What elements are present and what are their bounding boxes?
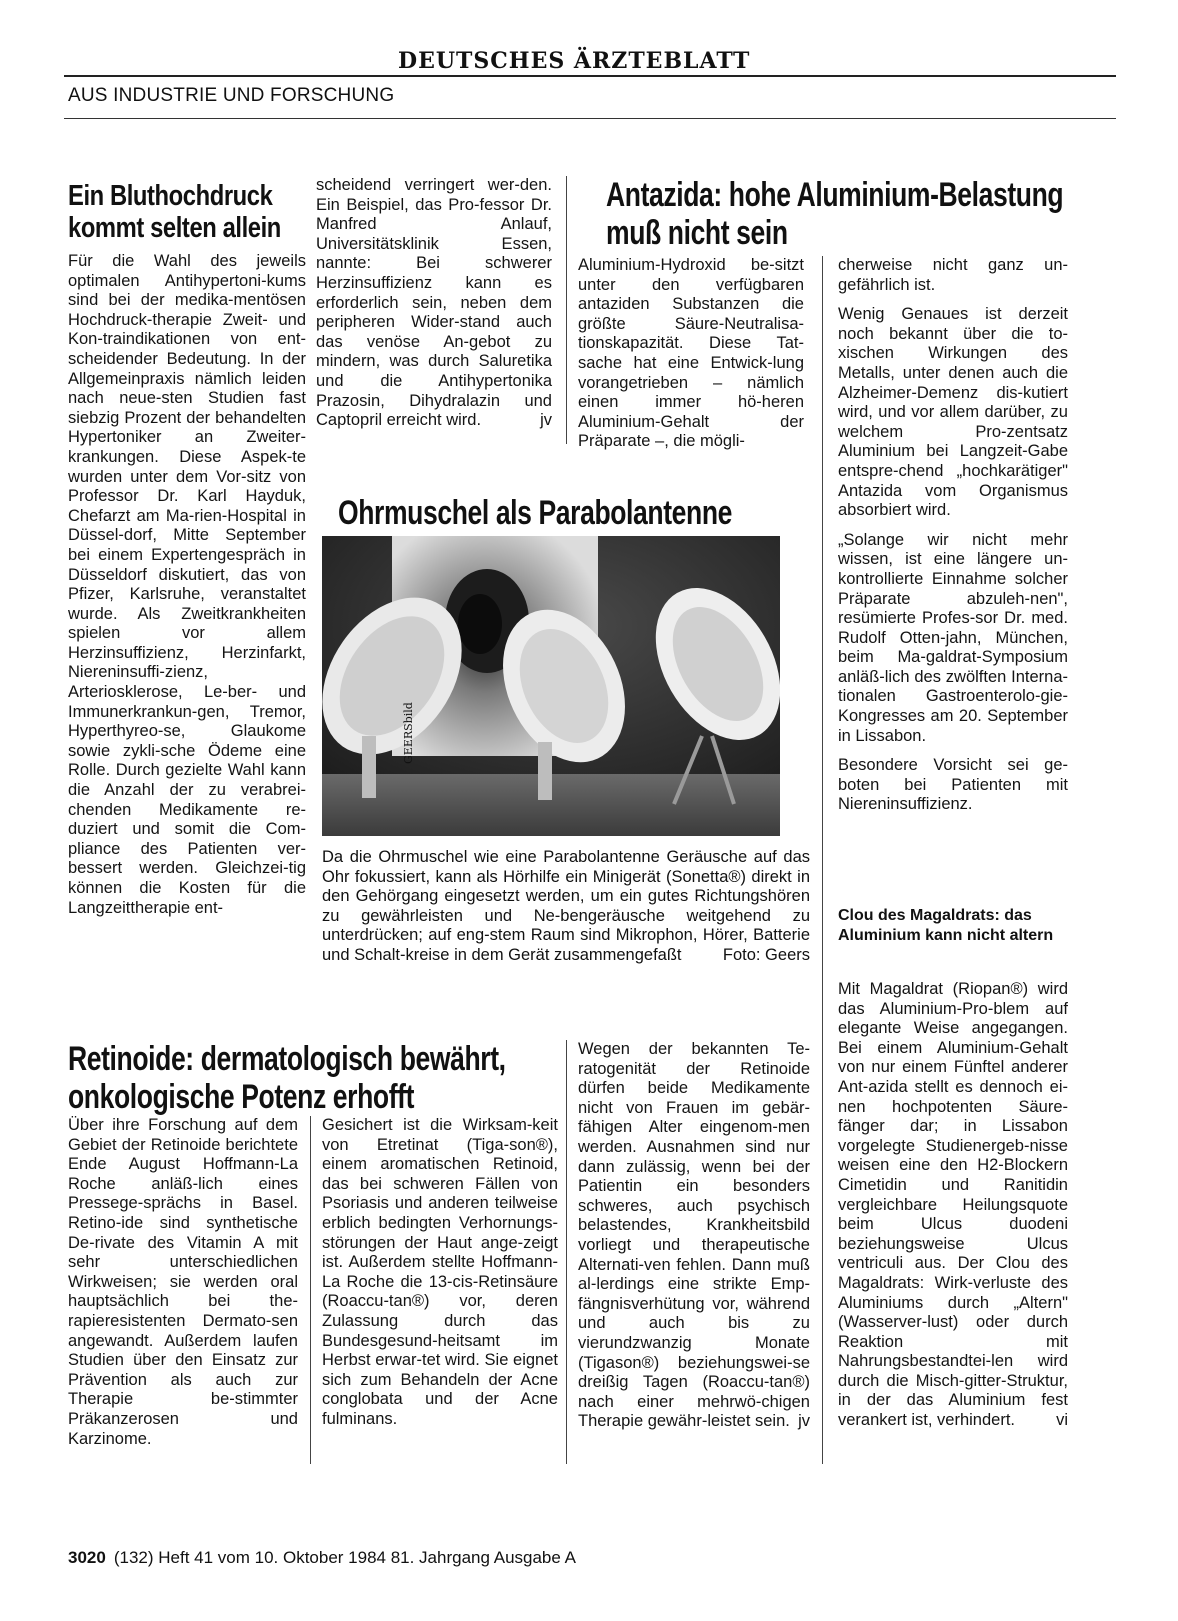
header-rule — [64, 75, 1116, 77]
article2-text-2c: „Solange wir nicht mehr wissen, ist eine längere un-kontrollierte Einnahme solcher Präparate abzuleh-nen", resümierte Profes-sor Dr. med. Rudolf Otten-jahn, München, beim Ma-galdrat-Symposium anläß-lich des zwölften Interna-tionalen Gastroenterolo-gie-Kongresses am 20. September in Lissabon. — [838, 530, 1068, 745]
photo-credit-vertical: GEERSbild — [402, 702, 415, 764]
column-rule — [310, 1116, 311, 1464]
article1-column2 — [316, 176, 552, 431]
article4-column2 — [322, 1116, 558, 1430]
photo-credit: Foto: Geers — [722, 945, 810, 964]
page-number: 3020 — [68, 1548, 106, 1567]
article4-text-2: Gesichert ist die Wirksam-keit von Etretinat (Tiga-son®), einem aromatischen Retinoid, das bei schweren Fällen von Psoriasis und anderen teilweise erblich bedingten Verhornungs-störungen der Haut ange-zeigt ist. Außerdem stellte Hoffmann-La Roche die 13-cis-Retinsäure (Roaccu-tan®) vor, deren Zulassung durch das Bundesgesund-heitsamt im Herbst erwar-tet wird. Sie eignet sich zum Behandeln der Acne conglobata und der Acne fulminans. — [322, 1116, 558, 1428]
article1-headline: Ein Bluthochdruck kommt selten allein — [68, 180, 281, 244]
article2-signature: vi — [1056, 1411, 1068, 1430]
section-title: AUS INDUSTRIE UND FORSCHUNG — [68, 85, 395, 106]
article2-text-3-body: Mit Magaldrat (Riopan®) wird das Aluminium-Pro-blem auf elegante Weise angegangen. Bei einem Aluminium-Gehalt von nur einem Fünftel anderer Ant-azida stellt es dennoch ei-nen hochpotenten Säure-fänger dar; in Lissabon vorgelegte Studienergeb-nisse weisen eine den H2-Blockern Cimetidin und Ranitidin vergleichbare Heilungsquote beim Ulcus duodeni beziehungsweise Ulcus ventriculi aus. Der Clou des Magaldrats: Wirk-verluste des Aluminiums durch „Altern" (Wasserver-lust) oder durch Reaktion mit Nahrungsbestandtei-len wird durch die Misch-gitter-Struktur, in der das Aluminium fest verankert ist, verhindert. — [838, 980, 1068, 1430]
photo-illustration — [322, 536, 810, 836]
section-rule — [64, 118, 1116, 119]
article4-column1 — [68, 1116, 298, 1449]
article2-text-2a: cherweise nicht ganz un-gefährlich ist. — [838, 256, 1068, 294]
masthead: DEUTSCHES ÄRZTEBLATT — [398, 48, 751, 74]
column-rule — [566, 1040, 567, 1464]
page-footer — [68, 1548, 576, 1568]
article2-column1 — [578, 256, 804, 452]
article1-text-2-body: scheidend verringert wer-den. Ein Beispiel, das Pro-fessor Dr. Manfred Anlauf, Universitätsklinik Essen, nannte: Bei schwerer Herzinsuffizienz kann es erforderlich sein, neben dem peripheren Wider-stand auch das venöse An-gebot zu mindern, was durch Saluretika und die Antihypertonika Prazosin, Dihydralazin und Captopril erreicht wird. — [316, 176, 552, 430]
article2-headline: Antazida: hohe Aluminium-Belastung muß nicht sein — [606, 176, 1064, 252]
photo-credit-vertical-box — [398, 702, 422, 766]
article2-text-2d: Besondere Vorsicht sei ge-boten bei Patienten mit Niereninsuffizienz. — [838, 756, 1068, 814]
column-rule — [566, 176, 567, 444]
article1-signature: jv — [540, 411, 552, 430]
issue-info: (132) Heft 41 vom 10. Oktober 1984 81. Jahrgang Ausgabe A — [113, 1548, 576, 1567]
article1-column1 — [68, 252, 306, 918]
article2-text-1: Aluminium-Hydroxid be-sitzt unter den verfügbaren antaziden Substanzen die größte Säure-Neutralisa-tionskapazität. Diese Tat-sache hat eine Entwick-lung vorangetrieben – nämlich einen immer hö-heren Aluminium-Gehalt der Präparate –, die mögli- — [578, 256, 804, 451]
photo-caption — [322, 848, 810, 966]
photo-caption-text: Da die Ohrmuschel wie eine Parabolantenne Geräusche auf das Ohr fokussiert, kann als Hörhilfe ein Minigerät (Sonetta®) direkt in den Gehörgang eingesetzt werden, um ein gutes Richtungshören zu gewährleisten und Ne-bengeräusche weitgehend zu unterdrücken; auf eng-stem Raum sind Mikrophon, Hörer, Batterie und Schalt-kreise in dem Gerät zusammengefaßt — [322, 848, 810, 964]
article4-text-3-body: Wegen der bekannten Te-ratogenität der Retinoide dürfen beide Medikamente nicht von Frauen im gebär-fähigen Alter eingenom-men werden. Ausnahmen sind nur dann zulässig, wenn bei der Patientin ein besonders schweres, auch psychisch belastendes, Krankheitsbild vorliegt und therapeutische Alternati-ven fehlen. Dann muß al-lerdings eine strikte Emp-fängnisverhütung vor, während und auch bis zu vierundzwanzig Monate (Tigason®) beziehungswei-se dreißig Tagen (Roaccu-tan®) nach einer mehrwö-chigen Therapie gewähr-leistet sein. — [578, 1040, 810, 1431]
article4-headline: Retinoide: dermatologisch bewährt, onkologische Potenz erhofft — [68, 1040, 506, 1116]
article2-subheadline: Clou des Magaldrats: das Aluminium kann nicht altern — [838, 907, 1054, 944]
article4-column3 — [578, 1040, 810, 1432]
article4-text-1: Über ihre Forschung auf dem Gebiet der Retinoide berichtete Ende August Hoffmann-La Roche anläß-lich eines Pressege-sprächs in Basel. Retino-ide sind synthetische De-rivate des Vitamin A mit sehr unterschiedlichen Wirkweisen; sie werden oral hauptsächlich bei the-rapieresistenten Dermato-sen angewandt. Außerdem laufen Studien über den Einsatz zur Prävention als auch zur Therapie be-stimmter Präkanzerosen und Karzinome. — [68, 1116, 298, 1448]
article2-text-2b: Wenig Genaues ist derzeit noch bekannt über die to-xischen Wirkungen des Metalls, unter denen auch die Alzheimer-Demenz dis-kutiert wird, und vor allem darüber, zu welchem Pro-zentsatz Aluminium bei Langzeit-Gabe entspre-chend „hochkarätiger" Antazida vom Organismus absorbiert wird. — [838, 305, 1068, 520]
article2-text-3 — [838, 980, 1068, 1431]
article1-text-2 — [316, 176, 552, 431]
column-rule — [822, 256, 823, 1464]
article2-column3 — [838, 980, 1068, 1431]
article1-text-1: Für die Wahl des jeweils optimalen Antihypertoni-kums sind bei der medika-mentösen Hochdruck-therapie Zweit- und Kon-traindikationen von ent-scheidender Bedeutung. In der Allgemeinpraxis nämlich leiden nach neue-sten Studien fast siebzig Prozent der behandelten Hypertoniker an Zweiter-krankungen. Diese Aspek-te wurden unter dem Vor-sitz von Professor Dr. Karl Hayduk, Chefarzt am Ma-rien-Hospital in Düssel-dorf, Mitte September bei einem Expertengespräch in Düsseldorf diskutiert, das von Pfizer, Karlsruhe, veranstaltet wurde. Als Zweitkrankheiten spielen vor allem Herzinsuffizienz, Herzinfarkt, Niereninsuffi-zienz, Arteriosklerose, Le-ber- und Immunerkrankun-gen, Tremor, Hyperthyreo-se, Glaukome sowie zykli-sche Ödeme eine Rolle. Durch gezielte Wahl kann die Anzahl der zu verabrei-chenden Medikamente re-duziert und somit die Com-pliance des Patienten ver-bessert werden. Gleichzei-tig können die Kosten für die Langzeittherapie ent- — [68, 252, 306, 917]
ear-parabolic-antenna-photo — [322, 536, 810, 836]
article3-headline: Ohrmuschel als Parabolantenne — [338, 494, 732, 532]
article2-column2 — [838, 256, 1068, 815]
article4-text-3 — [578, 1040, 810, 1432]
article4-signature: jv — [798, 1412, 810, 1431]
